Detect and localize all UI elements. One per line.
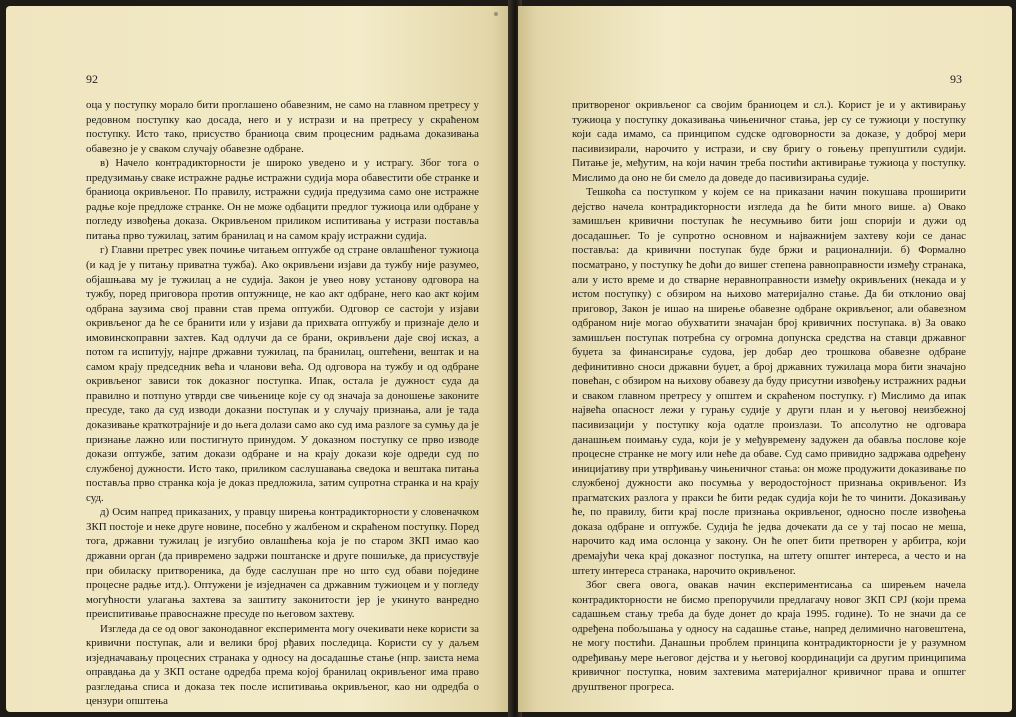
right-page-body [572, 98, 966, 694]
paragraph: притвореног окривљеног са својим браниоцем и сл.). Корист је и у активирању тужиоца у поступку доказивања чињеничног стања, јер су се тужиоци у поступку који сада имамо, са принципом судске одговорности за доказе, у доброј мери пасивизирали, нарочито у истрази, и сву бригу о гоњењу препуштили судији. Питање је, међутим, на који начин треба постићи активирање тужиоца у поступку. Мислимо да оно не би смело да доведе до пасивизирања судије. [572, 99, 966, 184]
paragraph: Тешкоћа са поступком у којем се на приказани начин покушава проширити дејство начела контрадикторности изгледа да ће бити много више. а) Овако замишљен кривични поступак ће несумњиво бити још спорији и дужи од досадашњег. То је супротно основном и најважнијем захтеву који се данас поставља: да кривични поступак буде бржи и рационалнији. б) Формално посматрано, у поступку ће доћи до вишег степена равноправности између странака, али у исто време и до стварне неравноправности између окривљених (некада и у истом поступку) с обзиром на њихово материјално стање. Да би отклонио овај приговор, Закон је ишао на ширење обавезне одбране окривљеног, али обавезном одбраном није могао обухватити значајан број кривичних поступака. в) За овако замишљен поступак потребна су огромна допунска средства на ставци државног буџета за финансирање судова, јер добар део трошкова обавезне одбране дефинитивно сноси државни буџет, а број државних тужилаца мора бити значајно повећан, с обзиром на њихову обавезу да буду присутни извођењу истражних радњи и сваком главном претресу у општем и скраћеном поступку. г) Мислимо да ипак највећа опасност лежи у гурању судије у други план и у његовој неизбежној пасивизацији у поступку која одатле произлази. То апсолутно не одговара данашњем поимању суда, који је у међувремену задужен да обавља послове које процесне странке не могу или неће да обаве. Суд само привидно задржава одређену иницијативу при утврђивању чињеничног стања: он може продужити доказивање по службеној дужности ако посумња у веродостојност признања окривљеног. Из прагматских разлога у пракси ће бити редак судија који ће то чинити. Доказивању ће, по правилу, бити крај после признања окривљеног, односно после извођења доказа одбране и оптужбе. Судија ће једва дочекати да се у тај посао не меша, нарочито кад има ослонца у закону. Он ће опет бити претворен у арбитра, који дремајући чека крај доказног поступка, на штету општег интереса, а често и на штету интереса странака, нарочито окривљеног. [572, 186, 966, 577]
paragraph: д) Осим напред приказаних, у правцу ширења контрадикторности у словеначком ЗКП постоје и неке друге новине, посебно у жалбеном и скраћеном поступку. Поред тога, државни тужилац је изгубио овлашћења која је по старом ЗКП имао као државни орган (да привремено задржи поштанске и друге пошиљке, да присуствује при обиласку притвореника, да буде саслушан пре но што суд обави поједине процесне радње итд.). Оптужени је изједначен са државним тужиоцем и у погледу могућности улагања захтева за заштиту законитости јер је укинуто ванредно преиспитивање правоснажне пресуде по његовом захтеву. [86, 506, 479, 621]
paragraph: в) Начело контрадикторности је широко уведено и у истрагу. Због тога о предузимању сваке истражне радње истражни судија мора обавестити обе странке и браниоца окривљеног. По правилу, истражни судија предузима само оне истражне радње које предложе странке. Он не може одбацити предлог тужиоца или одбране у погледу извођења доказа. Окривљеном приликом испитивања у истрази постављa питања прво тужилац, затим бранилац и на самом крају истражни судија. [86, 157, 479, 242]
paragraph: Изгледа да се од овог законодавног експеримента могу очекивати неке користи за кривични поступак, али и велики број рђавих последица. Користи су у даљем изједначавању процесних странака у односу на досадашње стање (нпр. заиста нема оправдања да у ЗКП остане одредба према којој бранилац окривљеног има право разгледања списа и доказа тек после испитивања окривљеног, као ни одредба о цензури општења [86, 622, 479, 708]
paragraph: Због свега овога, овакав начин експериментисања са ширењем начела контрадикторности не бисмо препоручили предлагачу новог ЗКП СРЈ (који према садашњем стању треба да буде донет до краја 1995. године). То не значи да се одређена побољшања у односу на садашње стање, напред делимично наговештена, не могу постићи. Данашњи проблем принципа контрадикторности је у разумном одређивању мере његовог дејства и у његовој координацији са другим принципима кривичног поступка, новим захтевима материјалног кривичног права и општег друштвеног прогреса. [572, 579, 966, 693]
paper-speck [494, 12, 498, 16]
right-page [518, 6, 1012, 712]
left-page-body [86, 98, 479, 709]
paragraph: оца у поступку морало бити проглашено обавезним, не само на главном претресу у редовном поступку као досада, него и у истрази и на претресу у скраћеном поступку. Исто тако, присуство браниоца свим процесним радњама доказивања обавезно је у сваком случају обавезне одбране. [86, 99, 479, 155]
left-page [6, 6, 512, 712]
page-number-right: 93 [950, 72, 962, 86]
paragraph: г) Главни претрес увек почиње читањем оптужбе од стране овлашћеног тужиоца (и кад је у питању приватна тужба). Ако окривљени изјави да тужбу није разумео, објашњава му је тужилац а не судија. Закон је увео нову установу одговора на тужбу, поред приговора против оптужнице, не као акт одбране, него као акт којим одбрана заузима свој правни став према оптужби. Одговор се састоји у изјави окривљеног да ће се бранити или у изјави да прихвата оптужбу и признаје дело и имовинскоправни захтев. Кад одлучи да се брани, окривљени даје свој исказ, а потом га испитују, најпре државни тужилац, па бранилац, оштећени, вештак и на самом крају председник већа и чланови већа. Од одговора на тужбу и од одбране окривљеног зависи ток доказног поступка. Ипак, остала је дужност суда да правилно и потпуно утврди све чињенице које су од значаја за доношење законите пресуде, тако да суд изводи доказни поступак и у случају признања, али је тада доказивање краткотрајније и до њега долази само ако суд има разлоге за сумњу да је признање лажно или постигнуто принудом. У доказном поступку се прво изводе докази оптужбе, затим докази одбране и на крају докази које одреди суд по службеној дужности. Исто тако, приликом саслушавања сведока и вештака питања поставља прво странка која је доказ предложила, затим супротна странка и на крају суд. [86, 244, 479, 504]
page-number-left: 92 [86, 72, 98, 86]
